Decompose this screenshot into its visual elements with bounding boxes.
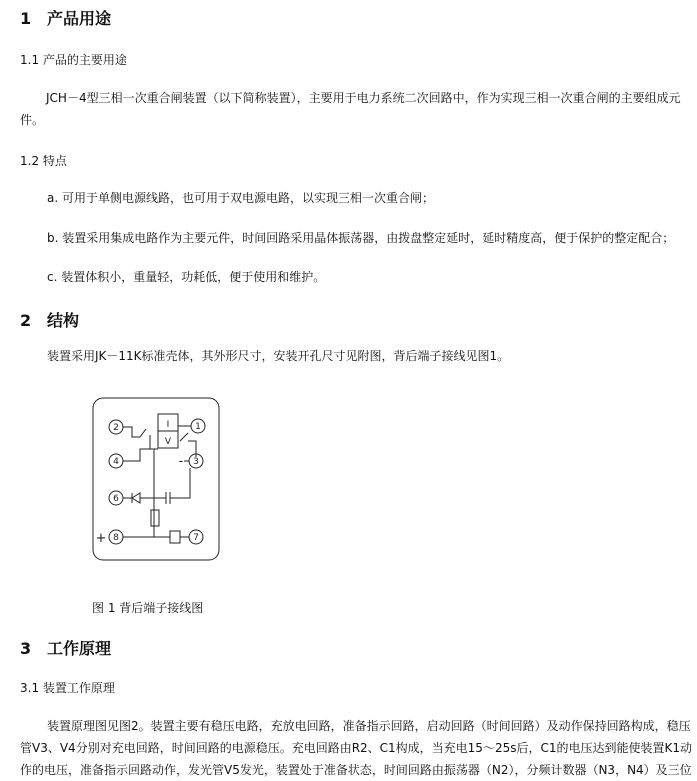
diode [132, 493, 140, 503]
paragraph-principle-line-2: 管V3、V4分别对充电回路，时间回路的电源稳压。充电回路由R2、C1构成，当充电15～25s后，C1的电压达到能使装置K1动 [20, 741, 692, 755]
terminal-7-label: 7 [193, 533, 199, 543]
subsection-title: 产品的主要用途 [42, 53, 127, 67]
terminal-6-label: 6 [113, 494, 119, 504]
plus-sign: + [95, 531, 107, 546]
subsection-number: 3.1 [20, 681, 40, 695]
terminal-4-label: 4 [113, 457, 119, 467]
terminal-1-label: 1 [195, 422, 201, 432]
minus-sign: - [178, 454, 184, 469]
feature-item-b: b. 装置采用集成电路作为主要元件，时间回路采用晶体振荡器，由拨盘整定延时，延时精度高，便于保护的整定配合； [47, 231, 675, 245]
relay-label-i: I [166, 420, 170, 430]
terminal-wiring-diagram [92, 397, 222, 562]
subsection-title: 特点 [42, 154, 67, 168]
section-2-heading [20, 308, 79, 331]
terminal-8-label: 8 [113, 533, 119, 543]
section-number: 2 [20, 311, 32, 330]
section-title: 工作原理 [47, 639, 112, 658]
resistor [151, 510, 159, 526]
section-1-heading [20, 6, 111, 29]
subsection-1-2-heading [20, 152, 67, 169]
subsection-number: 1.1 [20, 53, 40, 67]
subsection-title: 装置工作原理 [42, 681, 115, 695]
subsection-3-1-heading [20, 679, 115, 696]
section-number: 3 [20, 639, 32, 658]
relay-label-v: V [164, 437, 172, 447]
paragraph-product-use: JCH－4型三相一次重合闸装置（以下简称装置），主要用于电力系统二次回路中，作为实现三相一次重合闸的主要组成元件。 [20, 91, 681, 127]
subsection-number: 1.2 [20, 154, 40, 168]
section-number: 1 [20, 9, 32, 28]
terminal-3-label: 3 [193, 457, 199, 467]
contact-1 [180, 433, 188, 441]
paragraph-principle-line-1: 装置原理图见图2。装置主要有稳压电路，充放电回路，准备指示回路，启动回路（时间回路）及动作保持回路构成，稳压 [47, 719, 691, 733]
section-title: 产品用途 [47, 9, 112, 28]
terminal-2-label: 2 [113, 423, 119, 433]
subsection-1-1-heading [20, 51, 127, 68]
feature-item-c: c. 装置体积小，重量轻，功耗低，便于使用和维护。 [47, 270, 326, 284]
wire-2 [123, 427, 140, 437]
contact-2 [140, 429, 146, 437]
paragraph-structure: 装置采用JK－11K标准壳体，其外形尺寸，安装开孔尺寸见附图，背后端子接线见图1。 [47, 349, 510, 363]
section-3-heading [20, 636, 111, 659]
figure-1-caption: 图 1 背后端子接线图 [92, 601, 204, 615]
coil [170, 531, 180, 543]
paragraph-principle-line-3: 作的电压，准备指示回路动作，发光管V5发光，装置处于准备状态，时间回路由振荡器（N2），分频计数器（N3，N4）及三位 [20, 763, 692, 777]
feature-item-a: a. 可用于单侧电源线路，也可用于双电源电路，以实现三相一次重合闸； [47, 191, 434, 205]
wire-4 [123, 449, 150, 461]
section-title: 结构 [47, 311, 80, 330]
